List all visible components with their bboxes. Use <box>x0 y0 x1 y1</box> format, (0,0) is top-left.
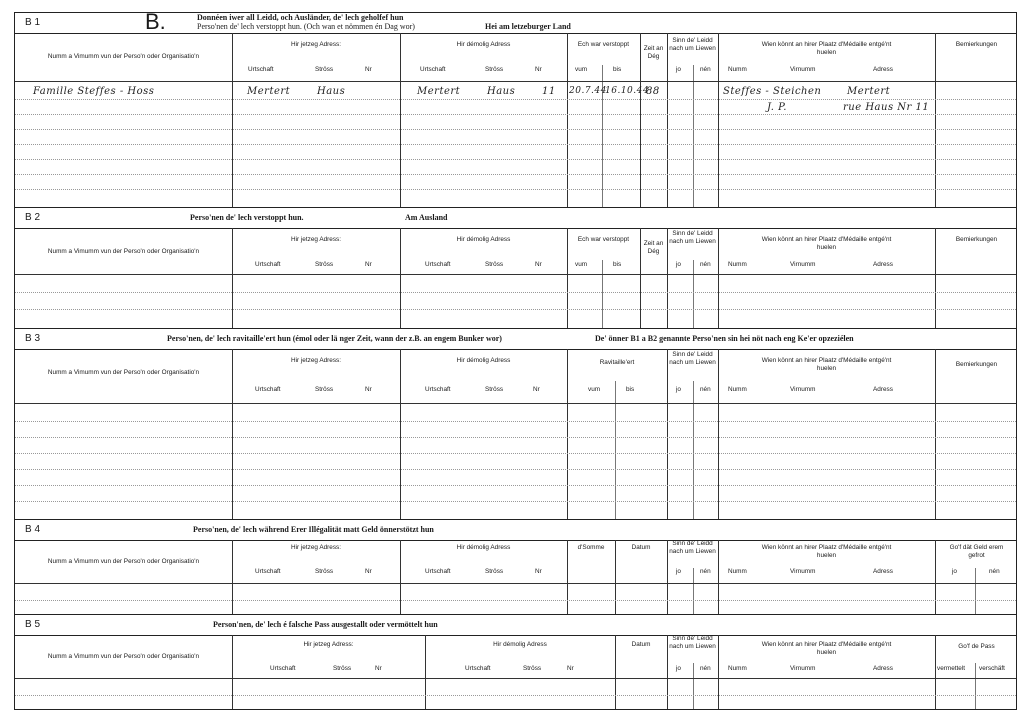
col-previous-address: Hir démolig Adress <box>456 357 511 364</box>
section-title-extra: Am Ausland <box>405 213 448 222</box>
sub-adress: Adress <box>873 386 893 393</box>
sub-virnumm: Virnumm <box>790 568 816 575</box>
sub-nr: Nr <box>365 568 372 575</box>
sub-verschaft: verschäft <box>979 665 1005 672</box>
sub-nr: Nr <box>365 261 372 268</box>
col-somme: d'Somme <box>577 544 605 551</box>
col-previous-address: Hir démolig Adress <box>456 41 511 48</box>
sub-stross: Ströss <box>333 665 352 672</box>
section-id: B 3 <box>25 333 41 344</box>
sub-nr: Nr <box>535 568 542 575</box>
col-previous-address: Hir démolig Adress <box>493 641 547 648</box>
section-b1 <box>14 9 1017 208</box>
col-current-address: Hir jetzeg Adress: <box>290 357 342 364</box>
col-previous-address: Hir démolig Adress <box>456 544 511 551</box>
sub-adress: Adress <box>873 66 893 73</box>
section-subtitle: Perso'nen de' lech verstoppt hun. (Och wan et nömmen én Dag wor) <box>197 22 415 31</box>
section-title-extra: De' önner B1 a B2 genannte Perso'nen sin hei nöt nach eng Ke'er opzeziélen <box>595 334 854 343</box>
sub-numm: Numm <box>728 568 747 575</box>
section-b2-header <box>15 208 1016 229</box>
sub-nr: Nr <box>375 665 382 672</box>
entry-medal-addr1: Mertert <box>847 86 891 97</box>
sub-jo: jo <box>676 665 681 672</box>
sub-nen: nén <box>700 665 711 672</box>
sub-numm: Numm <box>728 386 747 393</box>
col-name-header: Numm a Vimumm vun der Perso'n oder Organisatio'n <box>47 558 200 565</box>
sub-nr: Nr <box>567 665 574 672</box>
col-datum: Datum <box>631 544 651 551</box>
section-b3 <box>14 328 1017 520</box>
section-b5-header <box>15 615 1016 636</box>
col-medal: Wien könnt an hirer Plaatz d'Médaille entgé'nt huelen <box>761 357 892 372</box>
entry-from: 20.7.44 <box>569 86 607 96</box>
sub-bis: bis <box>613 66 622 73</box>
sub-nen: nén <box>700 66 711 73</box>
section-title: Person'nen, de' lech é falsche Pass ausgestallt oder vermöttelt hun <box>213 620 438 629</box>
sub-nr: Nr <box>365 66 372 73</box>
sub-jo: jo <box>676 386 681 393</box>
col-hidden: Ech war verstoppt <box>577 236 630 243</box>
sub-stross: Ströss <box>523 665 542 672</box>
col-previous-address: Hir démolig Adress <box>456 236 511 243</box>
sub-numm: Numm <box>728 665 747 672</box>
sub-bis: bis <box>626 386 635 393</box>
sub-nen: nén <box>700 261 711 268</box>
sub-nr: Nr <box>533 386 540 393</box>
col-current-address: Hir jetzeg Adress: <box>290 41 342 48</box>
sub-urtschaft: Urtschaft <box>270 665 296 672</box>
sub-jo: jo <box>676 261 681 268</box>
sub-urtschaft: Urtschaft <box>425 386 451 393</box>
entry-to: 16.10.44 <box>605 86 650 96</box>
entry-prev-street: Haus <box>487 86 516 97</box>
col-medal: Wien könnt an hirer Plaatz d'Médaille entgé'nt huelen <box>761 41 892 56</box>
sub-nen: nén <box>700 568 711 575</box>
sub-urtschaft: Urtschaft <box>248 66 274 73</box>
col-harmed: Sinn de' Leidd nach um Liewen <box>669 37 716 52</box>
sub-nr: Nr <box>365 386 372 393</box>
section-b1-header <box>15 9 1016 34</box>
sub-virnumm: Virnumm <box>790 66 816 73</box>
col-name-header: Numm a Vimumm vun der Perso'n oder Organisatio'n <box>47 653 200 660</box>
sub-urtschaft: Urtschaft <box>255 386 281 393</box>
col-harmed: Sinn de' Leidd nach um Liewen <box>669 540 716 555</box>
sub-virnumm: Virnumm <box>790 665 816 672</box>
sub-bis: bis <box>613 261 622 268</box>
col-name-header: Numm a Vimumm vun der Perso'n oder Organisatio'n <box>47 248 200 255</box>
col-harmed: Sinn de' Leidd nach um Liewen <box>669 230 716 245</box>
sub-jo: jo <box>676 66 681 73</box>
sub-vermettelt: vermettelt <box>937 665 966 672</box>
section-id: B 5 <box>25 619 41 630</box>
col-remarks: Bemierkungen <box>955 41 998 48</box>
col-money-returned: Go'f dät Geld erem gefrot <box>949 544 1004 559</box>
col-name-header: Numm a Vimumm vun der Perso'n oder Organisatio'n <box>47 53 200 60</box>
col-harmed: Sinn de' Leidd nach um Liewen <box>669 635 716 650</box>
sub-stross: Ströss <box>315 386 334 393</box>
section-title: Perso'nen de' lech verstoppt hun. <box>190 213 304 222</box>
sub-numm: Numm <box>728 66 747 73</box>
col-hidden: Ech war verstoppt <box>577 41 630 48</box>
sub-virnumm: Virnumm <box>790 386 816 393</box>
sub-stross: Ströss <box>315 261 334 268</box>
col-harmed: Sinn de' Leidd nach um Liewen <box>669 351 716 366</box>
entry-name: Famille Steffes - Hoss <box>33 86 155 97</box>
sub-adress: Adress <box>873 568 893 575</box>
section-b2 <box>14 207 1017 329</box>
section-title: Perso'nen, de' lech ravitaille'ert hun (émol oder lä nger Zeit, wann der z.B. an engem Bunker wor) <box>167 334 502 343</box>
col-medal: Wien könnt an hirer Plaatz d'Médaille entgé'nt huelen <box>761 641 892 656</box>
section-title-extra: Hei am letzeburger Land <box>485 22 571 31</box>
section-id: B 4 <box>25 524 41 535</box>
sub-stross: Ströss <box>485 568 504 575</box>
sub-stross: Ströss <box>315 66 334 73</box>
sub-vum: vum <box>575 66 588 73</box>
col-current-address: Hir jetzeg Adress: <box>290 544 342 551</box>
sub-stross: Ströss <box>485 66 504 73</box>
col-datum: Datum <box>631 641 651 648</box>
col-current-address: Hir jetzeg Adress: <box>290 236 342 243</box>
section-b5 <box>14 614 1017 710</box>
sub-vum: vum <box>588 386 601 393</box>
sub-stross: Ströss <box>485 261 504 268</box>
col-pass: Go'f de Pass <box>958 643 995 650</box>
col-ravitailleert: Ravitaille'ert <box>599 359 635 366</box>
col-medal: Wien könnt an hirer Plaatz d'Médaille entgé'nt huelen <box>761 236 892 251</box>
form-letter: B. <box>145 9 166 34</box>
sub-numm: Numm <box>728 261 747 268</box>
sub-adress: Adress <box>873 261 893 268</box>
col-remarks: Bemierkungen <box>955 236 998 243</box>
sub-jo: jo <box>952 568 957 575</box>
section-title: Perso'nen, de' lech während Erer Illégalität matt Geld önnerstötzt hun <box>193 525 434 534</box>
sub-urtschaft: Urtschaft <box>255 261 281 268</box>
sub-urtschaft: Urtschaft <box>255 568 281 575</box>
entry-days: 88 <box>646 86 660 97</box>
section-b4 <box>14 519 1017 615</box>
col-current-address: Hir jetzeg Adress: <box>303 641 354 648</box>
entry-current-street: Haus <box>317 86 346 97</box>
sub-urtschaft: Urtschaft <box>425 261 451 268</box>
col-medal: Wien könnt an hirer Plaatz d'Médaille entgé'nt huelen <box>761 544 892 559</box>
sub-urtschaft: Urtschaft <box>465 665 491 672</box>
sub-nr: Nr <box>535 261 542 268</box>
section-b4-header <box>15 520 1016 541</box>
sub-virnumm: Virnumm <box>790 261 816 268</box>
section-title: Donnéen iwer all Leidd, och Ausländer, de' lech geholfef hun <box>197 13 404 22</box>
col-remarks: Bemierkungen <box>955 361 998 368</box>
sub-nen: nén <box>700 386 711 393</box>
section-b3-header <box>15 329 1016 350</box>
col-name-header: Numm a Vimumm vun der Perso'n oder Organisatio'n <box>47 369 200 376</box>
sub-adress: Adress <box>873 665 893 672</box>
entry-medal-first: J. P. <box>767 102 787 113</box>
entry-medal-name: Steffes - Steichen <box>723 86 822 97</box>
sub-jo: jo <box>676 568 681 575</box>
section-id: B 2 <box>25 212 41 223</box>
entry-prev-town: Mertert <box>417 86 461 97</box>
sub-nen: nén <box>989 568 1000 575</box>
entry-medal-addr2: rue Haus Nr 11 <box>843 102 930 113</box>
col-time: Zeit an Dég <box>643 240 664 255</box>
entry-prev-nr: 11 <box>542 86 556 97</box>
sub-urtschaft: Urtschaft <box>420 66 446 73</box>
sub-stross: Ströss <box>315 568 334 575</box>
sub-vum: vum <box>575 261 588 268</box>
section-id: B 1 <box>25 17 41 28</box>
sub-urtschaft: Urtschaft <box>425 568 451 575</box>
sub-stross: Ströss <box>485 386 504 393</box>
col-time: Zeit an Dég <box>643 45 664 60</box>
sub-nr: Nr <box>535 66 542 73</box>
entry-current-town: Mertert <box>247 86 291 97</box>
